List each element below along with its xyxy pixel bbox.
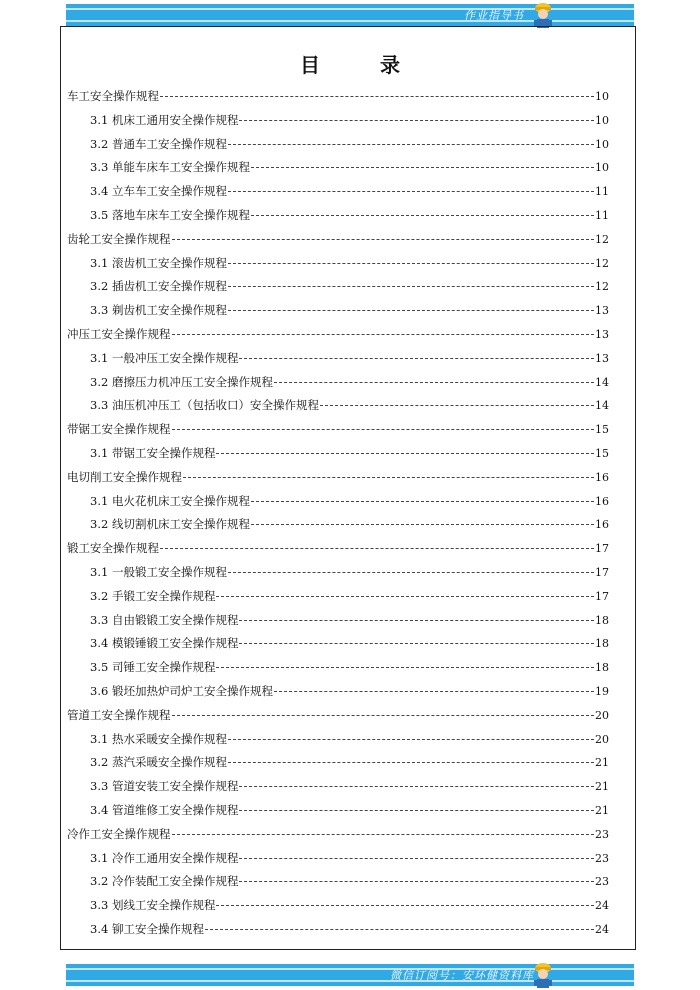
toc-dot-leader (172, 429, 595, 430)
toc-entry-page: 17 (595, 565, 609, 579)
toc-entry-page: 16 (595, 518, 609, 532)
toc-entry[interactable] (67, 159, 609, 183)
toc-dot-leader (228, 762, 594, 763)
toc-entry[interactable] (67, 802, 609, 826)
toc-entry-label: 3.3 管道安装工安全操作规程 (90, 779, 239, 794)
toc-dot-leader (274, 382, 594, 383)
toc-entry[interactable] (67, 278, 609, 302)
toc-entry-page: 15 (595, 423, 609, 437)
toc-dot-leader (228, 263, 594, 264)
toc-entry-label: 齿轮工安全操作规程 (67, 231, 171, 246)
toc-dot-leader (239, 620, 594, 621)
toc-entry[interactable] (67, 326, 609, 350)
toc-entry-page: 10 (595, 137, 609, 151)
toc-entry-label: 3.1 一般冲压工安全操作规程 (90, 350, 239, 365)
toc-entry[interactable] (67, 683, 609, 707)
toc-entry[interactable] (67, 136, 609, 160)
toc-dot-leader (160, 96, 594, 97)
toc-entry[interactable] (67, 207, 609, 231)
toc-entry-label: 3.1 一般锻工安全操作规程 (90, 564, 227, 579)
toc-entry[interactable] (67, 516, 609, 540)
toc-entry[interactable] (67, 897, 609, 921)
toc-entry[interactable] (67, 231, 609, 255)
toc-dot-leader (228, 310, 594, 311)
toc-entry[interactable] (67, 421, 609, 445)
toc-entry-page: 12 (595, 256, 609, 270)
toc-entry-label: 冲压工安全操作规程 (67, 326, 171, 341)
toc-entry-page: 20 (595, 708, 609, 722)
toc-entry[interactable] (67, 707, 609, 731)
toc-dot-leader (160, 548, 594, 549)
toc-entry[interactable] (67, 826, 609, 850)
toc-dot-leader (239, 786, 594, 787)
toc-dot-leader (216, 596, 594, 597)
toc-dot-leader (216, 667, 594, 668)
toc-entry-label: 3.2 磨擦压力机冲压工安全操作规程 (90, 374, 273, 389)
toc-entry-page: 23 (595, 875, 609, 889)
toc-entry-page: 16 (595, 494, 609, 508)
toc-entry-label: 3.5 落地车床车工安全操作规程 (90, 207, 250, 222)
toc-entry-label: 3.5 司锤工安全操作规程 (90, 660, 216, 675)
toc-dot-leader (228, 572, 594, 573)
toc-entry-label: 3.1 电火花机床工安全操作规程 (90, 493, 250, 508)
toc-entry-label: 3.2 普通车工安全操作规程 (90, 136, 227, 151)
toc-entry[interactable] (67, 731, 609, 755)
toc-entry-label: 3.4 管道维修工安全操作规程 (90, 802, 239, 817)
toc-entry[interactable] (67, 873, 609, 897)
toc-entry-label: 3.4 铆工安全操作规程 (90, 921, 204, 936)
toc-entry-label: 3.1 带锯工安全操作规程 (90, 445, 216, 460)
toc-entry-label: 冷作工安全操作规程 (67, 826, 171, 841)
toc-entry-page: 21 (595, 803, 609, 817)
toc-dot-leader (274, 691, 594, 692)
toc-entry-page: 23 (595, 827, 609, 841)
toc-entry[interactable] (67, 183, 609, 207)
toc-entry[interactable] (67, 588, 609, 612)
toc-entry-label: 3.2 线切割机床工安全操作规程 (90, 517, 250, 532)
toc-dot-leader (216, 453, 594, 454)
toc-entry-label: 车工安全操作规程 (67, 89, 159, 103)
toc-dot-leader (228, 144, 594, 145)
toc-entry[interactable] (67, 112, 609, 136)
toc-entry-label: 带锯工安全操作规程 (67, 422, 171, 437)
toc-entry-label: 3.4 立车车工安全操作规程 (90, 184, 227, 199)
toc-entry-page: 16 (595, 470, 609, 484)
toc-entry[interactable] (67, 778, 609, 802)
toc-entry-page: 23 (595, 851, 609, 865)
toc-entry[interactable] (67, 921, 609, 945)
toc-title: 目录 (300, 53, 460, 78)
toc-entry[interactable] (67, 445, 609, 469)
toc-entry-page: 18 (595, 613, 609, 627)
toc-dot-leader (251, 167, 594, 168)
toc-entry[interactable] (67, 302, 609, 326)
toc-entry-label: 3.2 蒸汽采暖安全操作规程 (90, 755, 227, 770)
toc-dot-leader (320, 405, 594, 406)
toc-entry-label: 3.3 自由锻锻工安全操作规程 (90, 612, 239, 627)
header-banner-text: 作业指导书 (464, 9, 524, 22)
toc-dot-leader (239, 881, 594, 882)
toc-entry-page: 24 (595, 922, 609, 936)
toc-dot-leader (239, 120, 594, 121)
toc-dot-leader (172, 239, 595, 240)
toc-entry-page: 18 (595, 637, 609, 651)
toc-list (67, 88, 609, 945)
toc-dot-leader (172, 715, 595, 716)
toc-entry-page: 13 (595, 304, 609, 318)
toc-entry[interactable] (67, 88, 609, 112)
toc-entry-label: 3.2 手锻工安全操作规程 (90, 588, 216, 603)
toc-entry-label: 3.2 冷作装配工安全操作规程 (90, 874, 239, 889)
toc-entry-label: 3.2 插齿机工安全操作规程 (90, 279, 227, 294)
toc-entry[interactable] (67, 397, 609, 421)
toc-dot-leader (228, 286, 594, 287)
toc-entry-page: 11 (595, 208, 609, 222)
toc-entry-page: 17 (595, 589, 609, 603)
toc-dot-leader (239, 858, 594, 859)
toc-entry-page: 12 (595, 280, 609, 294)
worker-mascot-icon (530, 960, 556, 990)
toc-entry[interactable] (67, 374, 609, 398)
toc-entry-label: 3.3 油压机冲压工（包括收口）安全操作规程 (90, 398, 319, 413)
toc-dot-leader (183, 477, 594, 478)
toc-entry-page: 19 (595, 684, 609, 698)
footer-banner-text: 微信订阅号：安环健资料库 (390, 969, 534, 982)
toc-dot-leader (239, 810, 594, 811)
toc-entry-page: 14 (595, 399, 609, 413)
toc-dot-leader (216, 905, 594, 906)
toc-entry[interactable] (67, 469, 609, 493)
toc-entry-page: 12 (595, 232, 609, 246)
toc-entry-page: 10 (595, 113, 609, 127)
toc-entry-page: 17 (595, 542, 609, 556)
toc-entry[interactable] (67, 564, 609, 588)
toc-entry-page: 21 (595, 756, 609, 770)
toc-entry-page: 20 (595, 732, 609, 746)
toc-dot-leader (239, 643, 594, 644)
toc-entry-label: 3.3 单能车床车工安全操作规程 (90, 160, 250, 175)
toc-entry-page: 11 (595, 185, 609, 199)
toc-entry[interactable] (67, 635, 609, 659)
toc-entry-label: 管道工安全操作规程 (67, 707, 171, 722)
toc-dot-leader (239, 358, 594, 359)
toc-entry[interactable] (67, 612, 609, 636)
toc-entry-page: 10 (595, 90, 609, 103)
toc-dot-leader (251, 501, 594, 502)
toc-entry[interactable] (67, 255, 609, 279)
toc-entry-page: 13 (595, 351, 609, 365)
toc-entry[interactable] (67, 754, 609, 778)
toc-dot-leader (205, 929, 594, 930)
toc-entry-page: 24 (595, 899, 609, 913)
toc-dot-leader (172, 334, 595, 335)
toc-entry[interactable] (67, 493, 609, 517)
toc-entry[interactable] (67, 350, 609, 374)
toc-entry-label: 电切削工安全操作规程 (67, 469, 182, 484)
toc-entry-page: 14 (595, 375, 609, 389)
toc-entry-label: 3.4 模锻锤锻工安全操作规程 (90, 636, 239, 651)
toc-entry-label: 3.1 滚齿机工安全操作规程 (90, 255, 227, 270)
toc-dot-leader (228, 191, 594, 192)
toc-entry-label: 3.3 划线工安全操作规程 (90, 898, 216, 913)
toc-entry-label: 3.1 冷作工通用安全操作规程 (90, 850, 239, 865)
toc-entry-label: 3.1 机床工通用安全操作规程 (90, 112, 239, 127)
toc-entry[interactable] (67, 850, 609, 874)
toc-dot-leader (251, 215, 594, 216)
toc-entry-page: 10 (595, 161, 609, 175)
toc-entry[interactable] (67, 659, 609, 683)
toc-entry-label: 锻工安全操作规程 (67, 541, 159, 556)
toc-entry[interactable] (67, 540, 609, 564)
toc-dot-leader (251, 524, 594, 525)
toc-entry-page: 13 (595, 327, 609, 341)
toc-entry-label: 3.6 锻坯加热炉司炉工安全操作规程 (90, 683, 273, 698)
toc-entry-page: 18 (595, 661, 609, 675)
toc-dot-leader (172, 834, 595, 835)
toc-entry-page: 15 (595, 446, 609, 460)
toc-entry-label: 3.1 热水采暖安全操作规程 (90, 731, 227, 746)
toc-dot-leader (228, 739, 594, 740)
toc-entry-page: 21 (595, 780, 609, 794)
toc-entry-label: 3.3 剃齿机工安全操作规程 (90, 303, 227, 318)
